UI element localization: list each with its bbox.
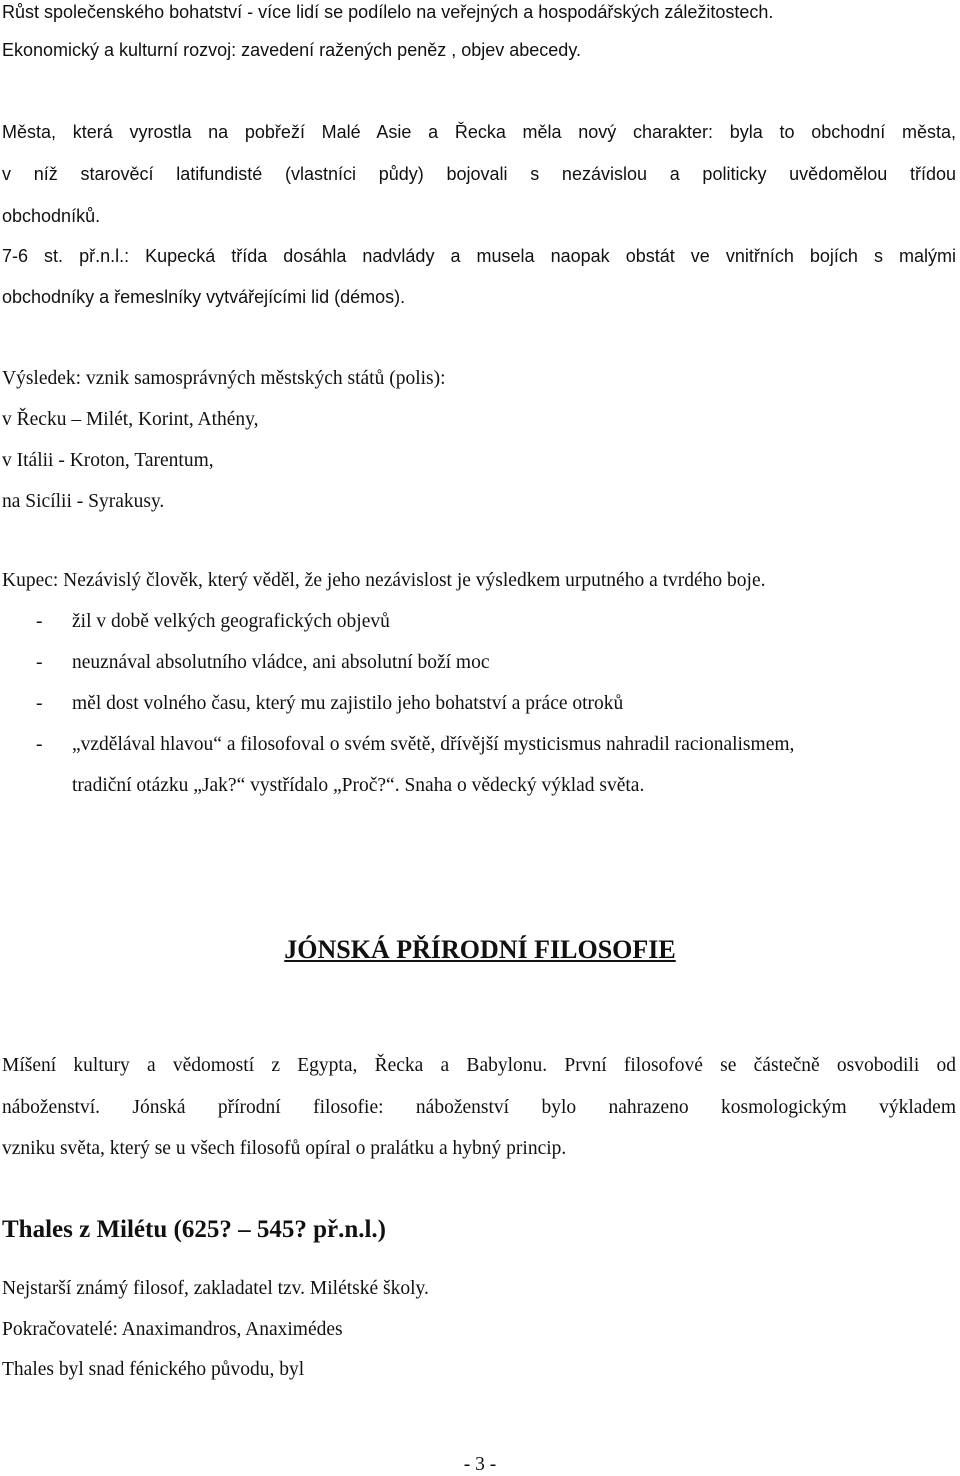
thales-line-2: Pokračovatelé: Anaximandros, Anaximédes: [2, 1319, 343, 1340]
result-line-2: v Řecku – Milét, Korint, Athény,: [2, 409, 259, 430]
century-paragraph-line-2: obchodníky a řemeslníky vytvářejícími lid (démos).: [2, 287, 406, 307]
list-item-continuation: tradiční otázku „Jak?“ vystřídalo „Proč?“. Snaha o vědecký výklad světa.: [72, 775, 645, 796]
thales-line-3: Thales byl snad fénického původu, byl: [2, 1359, 305, 1380]
bullet-marker: -: [36, 734, 43, 755]
list-item: měl dost volného času, který mu zajistilo jeho bohatství a práce otroků: [72, 693, 624, 714]
merchant-definition: Kupec: Nezávislý člověk, který věděl, že jeho nezávislost je výsledkem urputného a tvrdého boje.: [2, 570, 766, 591]
list-item: neuznával absolutního vládce, ani absolutní boží moc: [72, 652, 490, 673]
section-paragraph-line-3: vzniku světa, který se u všech filosofů opíral o pralátku a hybný princip.: [2, 1138, 567, 1159]
cities-paragraph-line-1: Města, která vyrostla na pobřeží Malé Asie a Řecka měla nový charakter: byla to obchodní města,: [2, 122, 956, 142]
section-paragraph-line-2: náboženství. Jónská přírodní filosofie: náboženství bylo nahrazeno kosmologickým výkladem: [2, 1097, 956, 1118]
section-paragraph-line-1: Míšení kultury a vědomostí z Egypta, Řecka a Babylonu. První filosofové se částečně osvobodili od: [2, 1055, 956, 1076]
list-item: „vzdělával hlavou“ a filosofoval o svém světě, dřívější mysticismus nahradil racionalismem,: [72, 734, 795, 755]
cities-paragraph-line-3: obchodníků.: [2, 206, 101, 226]
bullet-marker: -: [36, 611, 43, 632]
list-item: žil v době velkých geografických objevů: [72, 611, 390, 632]
thales-heading: Thales z Milétu (625? – 545? př.n.l.): [2, 1216, 387, 1243]
result-line-1: Výsledek: vznik samosprávných městských států (polis):: [2, 368, 446, 389]
intro-line-2: Ekonomický a kulturní rozvoj: zavedení ražených peněz , objev abecedy.: [2, 40, 581, 60]
century-paragraph-line-1: 7-6 st. př.n.l.: Kupecká třída dosáhla nadvlády a musela naopak obstát ve vnitřních bojích s malými: [2, 246, 956, 266]
page-number: - 3 -: [463, 1454, 497, 1475]
result-line-4: na Sicílii - Syrakusy.: [2, 491, 165, 512]
cities-paragraph-line-2: v níž starověcí latifundisté (vlastníci půdy) bojovali s nezávislou a politicky uvědomělou třídou: [2, 164, 956, 184]
thales-line-1: Nejstarší známý filosof, zakladatel tzv. Milétské školy.: [2, 1278, 429, 1299]
bullet-marker: -: [36, 652, 43, 673]
intro-line-1: Růst společenského bohatství - více lidí se podílelo na veřejných a hospodářských záležitostech.: [2, 2, 774, 22]
result-line-3: v Itálii - Kroton, Tarentum,: [2, 450, 214, 471]
section-heading: JÓNSKÁ PŘÍRODNÍ FILOSOFIE: [284, 935, 676, 964]
bullet-marker: -: [36, 693, 43, 714]
